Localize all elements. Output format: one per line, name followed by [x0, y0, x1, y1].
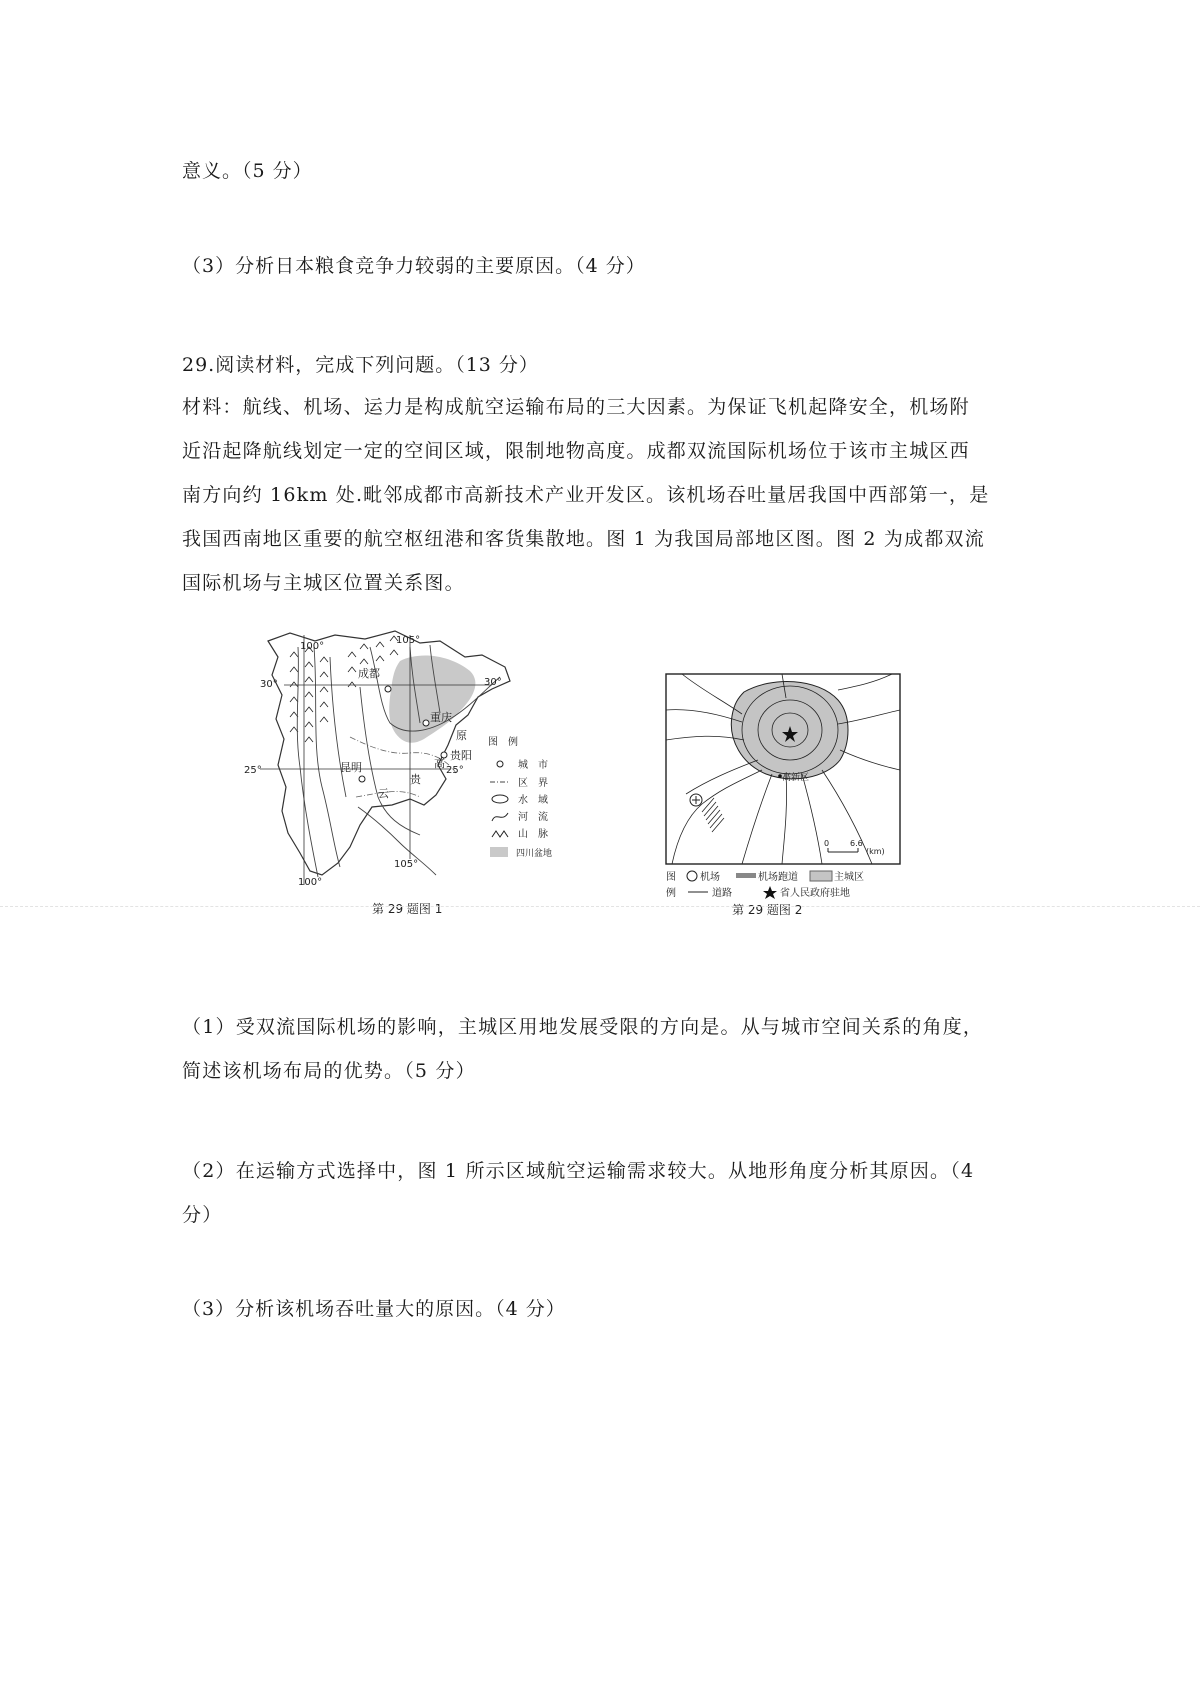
- legend-basin-symbol: [490, 847, 508, 857]
- gaoxin-label: 高新区: [782, 773, 810, 783]
- page-divider: [0, 906, 1200, 907]
- material-line: 南方向约 16km 处.毗邻成都市高新技术产业开发区。该机场吞吐量居我国中西部第一，是: [182, 484, 990, 506]
- text-line-q3-prev: （3）分析日本粮食竞争力较弱的主要原因。（4 分）: [182, 255, 646, 277]
- question-line: 分）: [182, 1204, 223, 1226]
- legend-main-city-symbol: [810, 871, 832, 881]
- legend-city-symbol: [497, 761, 503, 767]
- legend-item: 水 域: [518, 795, 548, 806]
- legend-main-city: 主城区: [834, 872, 864, 883]
- material-line: 近沿起降航线划定一定的空间区域，限制地物高度。成都双流国际机场位于该市主城区西: [182, 440, 970, 462]
- legend-item: 河 流: [518, 812, 548, 823]
- legend-item: 山 脉: [518, 829, 548, 840]
- city-label-chengdu: 成都: [358, 667, 380, 680]
- lon-105-bottom: 105°: [394, 859, 419, 870]
- scale-zero: 0: [824, 839, 830, 848]
- lon-100-bottom: 100°: [298, 877, 323, 888]
- lat-30-right: 30°: [484, 677, 502, 688]
- legend-runway-symbol: [736, 873, 756, 878]
- material-line: 材料：航线、机场、运力是构成航空运输布局的三大因素。为保证飞机起降安全，机场附: [182, 396, 970, 418]
- legend-item: 城 市: [518, 760, 548, 771]
- legend-item: 区 界: [518, 778, 548, 789]
- legend-runway: 机场跑道: [758, 872, 798, 883]
- material-paragraph: [182, 385, 1022, 605]
- lat-25-left: 25°: [244, 765, 262, 776]
- legend-label-li: 例: [666, 888, 676, 899]
- scale-value: 6.6: [850, 839, 863, 848]
- figure-2-legend: [666, 870, 864, 899]
- lat-30-left: 30°: [260, 679, 278, 690]
- question-line: （1）受双流国际机场的影响，主城区用地发展受限的方向是。从与城市空间关系的角度，: [182, 1016, 984, 1038]
- city-label-guiyang: 贵阳: [450, 749, 472, 762]
- city-marker: [385, 686, 391, 692]
- legend-gov: 省人民政府驻地: [780, 888, 850, 899]
- question-2: [182, 1149, 1022, 1237]
- legend-label-tu: 图: [666, 872, 676, 883]
- lon-100-top: 100°: [300, 641, 325, 652]
- lat-25-right: 25°: [446, 765, 464, 776]
- legend-item: 四川盆地: [516, 849, 553, 859]
- figure-1-legend: [488, 735, 552, 859]
- figure-2-map: [662, 670, 906, 920]
- legend-star-icon: [763, 886, 777, 899]
- legend-water-symbol: [492, 795, 508, 803]
- legend-airport: 机场: [700, 872, 720, 883]
- text-line-1: 意义。（5 分）: [182, 160, 313, 182]
- plateau-char: 云: [378, 787, 389, 800]
- city-label-kunming: 昆明: [340, 761, 362, 774]
- lon-105-top: 105°: [396, 635, 421, 646]
- scale-unit: (km): [866, 847, 885, 856]
- figure-2-caption: 第 29 题图 2: [732, 903, 803, 917]
- question-line: 简述该机场布局的优势。（5 分）: [182, 1060, 476, 1082]
- figure-1-map: [244, 627, 620, 927]
- city-label-chongqing: 重庆: [430, 711, 452, 724]
- legend-mountain-symbol: [492, 831, 508, 837]
- legend-airport-icon: [687, 871, 697, 881]
- question-1: [182, 1005, 1022, 1093]
- material-line: 我国西南地区重要的航空枢纽港和客货集散地。图 1 为我国局部地区图。图 2 为成都双流: [182, 528, 985, 550]
- legend-title: 图 例: [488, 737, 518, 748]
- plateau-char: 高: [434, 757, 445, 770]
- city-marker: [423, 720, 429, 726]
- plateau-char: 贵: [410, 773, 421, 786]
- legend-river-symbol: [492, 813, 508, 821]
- plateau-char: 原: [456, 729, 467, 742]
- legend-road: 道路: [712, 888, 732, 899]
- figure-1-caption: 第 29 题图 1: [372, 902, 443, 916]
- question-3: （3）分析该机场吞吐量大的原因。（4 分）: [182, 1298, 566, 1320]
- question-29-title: 29.阅读材料，完成下列问题。（13 分）: [182, 354, 539, 376]
- city-marker: [359, 776, 365, 782]
- material-line: 国际机场与主城区位置关系图。: [182, 572, 465, 594]
- question-line: （2）在运输方式选择中，图 1 所示区域航空运输需求较大。从地形角度分析其原因。（4: [182, 1160, 975, 1182]
